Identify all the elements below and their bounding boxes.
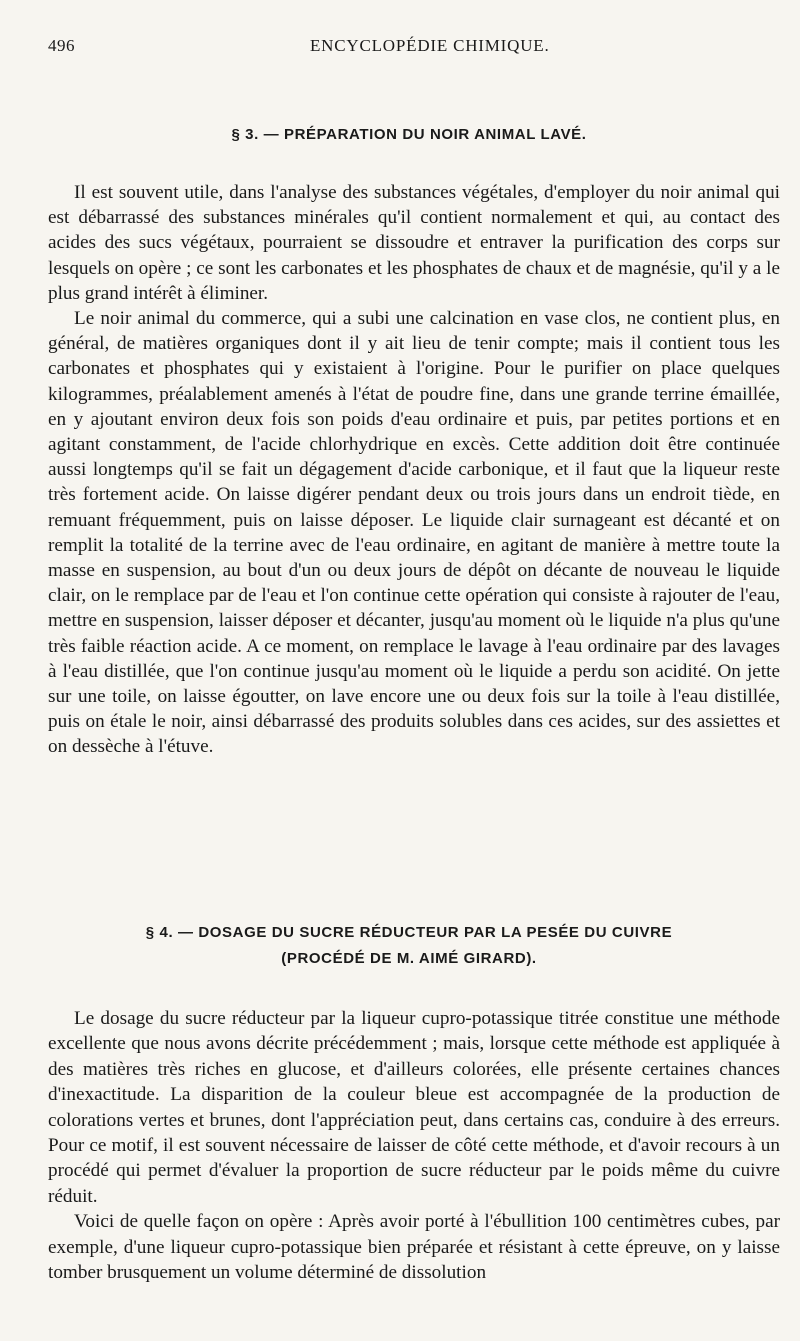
section-3-heading: § 3. — PRÉPARATION DU NOIR ANIMAL LAVÉ.: [231, 126, 587, 143]
running-head: [48, 36, 770, 60]
section-4-heading: § 4. — DOSAGE DU SUCRE RÉDUCTEUR PAR LA PESÉE DU CUIVRE: [145, 924, 673, 941]
paragraph: Le noir animal du commerce, qui a subi une calcination en vase clos, ne contient plus, en général, de matières organiques dont il y ait lieu de tenir compte; mais il contient tous les carbonates et phosphates qui y existaient à l'origine. Pour le purifier on place quelques kilogrammes, préalablement amenés à l'état de poudre fine, dans une grande terrine émaillée, en y ajoutant environ deux fois son poids d'eau ordinaire et puis, par petites portions et en agitant constamment, de l'acide chlorhydrique en excès. Cette addition doit être continuée aussi longtemps qu'il se fait un dégagement d'acide carbonique, et il faut que la liqueur reste très fortement acide. On laisse digérer pendant deux ou trois jours dans un endroit tiède, en remuant fréquemment, puis on laisse déposer. Le liquide clair surnageant est décanté et on remplit la totalité de la terrine avec de l'eau ordinaire, en agitant de manière à mettre toute la masse en suspension, au bout d'un ou deux jours de dépôt on décante de nouveau le liquide clair, on le remplace par de l'eau et l'on continue cette opération qui consiste à rajouter de l'eau, mettre en suspension, laisser déposer et décanter, jusqu'au moment où le liquide n'a plus qu'une très faible réaction acide. A ce moment, on remplace le lavage à l'eau ordinaire par des lavages à l'eau distillée, que l'on continue jusqu'au moment où le liquide a perdu son acidité. On jette sur une toile, on laisse égoutter, on lave encore une ou deux fois sur la toile à l'eau distillée, puis on étale le noir, ainsi débarrassé des produits solubles dans ces acides, sur des assiettes et on dessèche à l'étuve.: [48, 308, 780, 758]
paragraph: Il est souvent utile, dans l'analyse des substances végétales, d'employer du noir animal qui est débarrassé des substances minérales qu'il contient normalement et qui, au contact des acides des sucs végétaux, pourraient se dissoudre et entraver la purification des corps sur lesquels on opère ; ce sont les carbonates et les phosphates de chaux et de magnésie, qu'il y a le plus grand intérêt à éliminer.: [48, 182, 780, 304]
section-3-body: [48, 180, 780, 760]
section-4-body: [48, 1006, 780, 1285]
paragraph: Voici de quelle façon on opère : Après avoir porté à l'ébullition 100 centimètres cubes, par exemple, d'une liqueur cupro-potassique bien préparée et résistant à cette épreuve, on y laisse tomber brusquement un volume déterminé de dissolution: [48, 1211, 780, 1284]
page-number: 496: [48, 36, 75, 55]
section-4-subheading: (PROCÉDÉ DE M. AIMÉ GIRARD).: [281, 950, 537, 967]
running-title: ENCYCLOPÉDIE CHIMIQUE.: [310, 36, 550, 55]
paragraph: Le dosage du sucre réducteur par la liqueur cupro-potassique titrée constitue une méthode excellente que nous avons décrite précédemment ; mais, lorsque cette méthode est appliquée à des matières très riches en glucose, et d'ailleurs colorées, elle présente certaines chances d'inexactitude. La disparition de la couleur bleue est accompagnée de la production de colorations vertes et brunes, dont l'appréciation peut, dans certains cas, conduire à des erreurs. Pour ce motif, il est souvent nécessaire de laisser de côté cette méthode, et d'avoir recours à un procédé qui permet d'évaluer la proportion de sucre réducteur par le poids même du cuivre réduit.: [48, 1008, 780, 1207]
